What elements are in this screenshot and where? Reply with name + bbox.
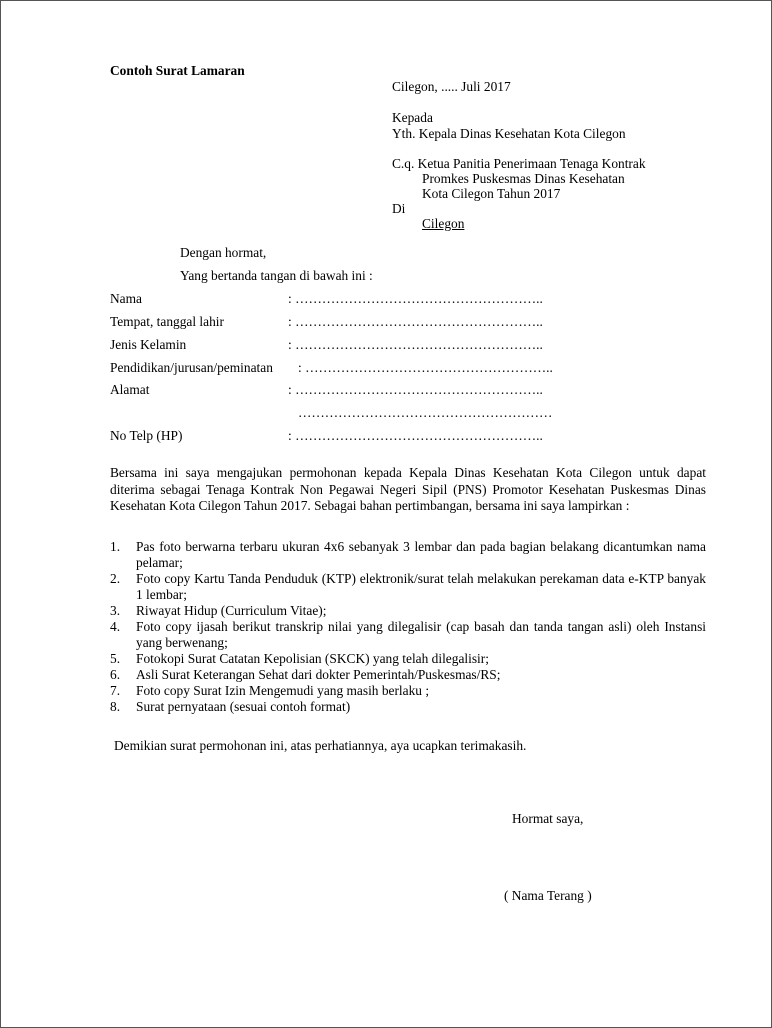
field-value-nama: : ………………………………………………..: [288, 291, 543, 306]
field-label-jenis-kelamin: Jenis Kelamin: [110, 337, 187, 352]
recipient-city: Cilegon: [422, 216, 465, 231]
field-value-alamat: : ………………………………………………..: [288, 382, 543, 397]
list-number: 8.: [110, 699, 121, 714]
recipient-di: Di: [392, 201, 406, 216]
field-label-pendidikan: Pendidikan/jurusan/peminatan: [110, 360, 273, 375]
attachment-list: [110, 539, 706, 715]
list-text: Riwayat Hidup (Curriculum Vitae);: [136, 603, 327, 618]
list-text: Pas foto berwarna terbaru ukuran 4x6 sebanyak 3 lembar dan pada bagian belakang dicantumkan nama pelamar;: [136, 539, 706, 570]
field-value-telp: : ………………………………………………..: [288, 428, 543, 443]
recipient-cq-line2: Promkes Puskesmas Dinas Kesehatan: [422, 171, 625, 186]
list-text: Foto copy Surat Izin Mengemudi yang masih berlaku ;: [136, 683, 430, 698]
field-value-pendidikan: : ………………………………………………..: [298, 360, 553, 375]
list-item: [110, 603, 706, 619]
field-label-telp: No Telp (HP): [110, 428, 183, 443]
list-item: [110, 619, 706, 651]
field-value-jenis-kelamin: : ………………………………………………..: [288, 337, 543, 352]
signature-name: ( Nama Terang ): [504, 888, 592, 903]
field-value-alamat-line2: …………………………………………………: [298, 405, 553, 420]
list-text: Fotokopi Surat Catatan Kepolisian (SKCK) yang telah dilegalisir;: [136, 651, 489, 666]
list-number: 3.: [110, 603, 121, 618]
list-text: Asli Surat Keterangan Sehat dari dokter Pemerintah/Puskesmas/RS;: [136, 667, 501, 682]
list-item: [110, 651, 706, 667]
field-label-alamat: Alamat: [110, 382, 150, 397]
regards: Hormat saya,: [512, 811, 584, 826]
list-number: 4.: [110, 619, 121, 634]
field-label-nama: Nama: [110, 291, 142, 306]
list-number: 6.: [110, 667, 121, 682]
field-label-ttl: Tempat, tanggal lahir: [110, 314, 224, 329]
list-item: [110, 571, 706, 603]
greeting: Dengan hormat,: [180, 245, 267, 260]
list-item: [110, 683, 706, 699]
list-item: [110, 699, 706, 715]
document-title: Contoh Surat Lamaran: [110, 63, 245, 78]
field-value-ttl: : ………………………………………………..: [288, 314, 543, 329]
list-number: 2.: [110, 571, 121, 586]
list-text: Surat pernyataan (sesuai contoh format): [136, 699, 351, 714]
recipient-yth: Yth. Kepala Dinas Kesehatan Kota Cilegon: [392, 126, 626, 141]
list-number: 5.: [110, 651, 121, 666]
list-item: [110, 667, 706, 683]
list-number: 7.: [110, 683, 121, 698]
list-text: Foto copy Kartu Tanda Penduduk (KTP) elektronik/surat telah melakukan perekaman data e-KTP banyak 1 lembar;: [136, 571, 706, 602]
list-number: 1.: [110, 539, 121, 554]
list-text: Foto copy ijasah berikut transkrip nilai yang dilegalisir (cap basah dan tanda tangan asli) oleh Instansi yang berwenang;: [136, 619, 706, 650]
intro-line: Yang bertanda tangan di bawah ini :: [180, 268, 373, 283]
body-paragraph: Bersama ini saya mengajukan permohonan kepada Kepala Dinas Kesehatan Kota Cilegon untuk dapat diterima sebagai Tenaga Kontrak Non Pegawai Negeri Sipil (PNS) Promotor Kesehatan Puskesmas Dinas Kesehatan Kota Cilegon Tahun 2017. Sebagai bahan pertimbangan, bersama ini saya lampirkan :: [110, 465, 706, 513]
closing-sentence: Demikian surat permohonan ini, atas perhatiannya, aya ucapkan terimakasih.: [114, 738, 527, 753]
recipient-cq-line3: Kota Cilegon Tahun 2017: [422, 186, 561, 201]
list-item: [110, 539, 706, 571]
recipient-to: Kepada: [392, 110, 433, 125]
place-date: Cilegon, ..... Juli 2017: [392, 79, 511, 94]
recipient-cq-line1: C.q. Ketua Panitia Penerimaan Tenaga Kontrak: [392, 156, 646, 171]
